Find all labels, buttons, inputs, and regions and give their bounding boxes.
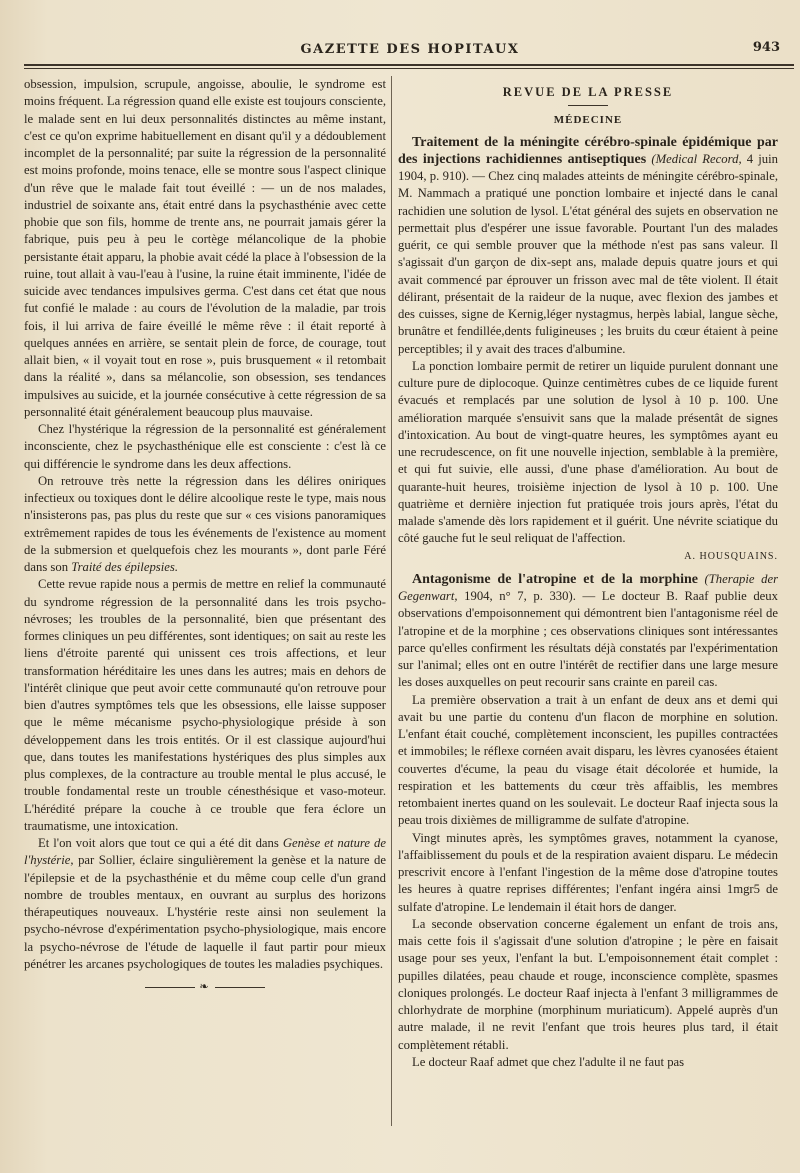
running-title: GAZETTE DES HOPITAUX bbox=[300, 42, 520, 57]
article-title: Traitement de la méningite cérébro-spinale épidémique par des injections rachidiennes antiseptiques bbox=[398, 134, 778, 167]
article-text: 4 juin 1904, p. 910). — Chez cinq malades atteints de méningite cérébro-spinale, M. Nammach a pratiqué une ponction lombaire et injecté dans le canal rachidien une solution de lysol. L'état général des sujets en observation ne permettait plus d'espérer une issue favorable. Pourtant l'un des malades guérit, ce qui semble prouver que la méthode n'est pas sans valeur. Il s'agissait d'un garçon de dix-sept ans, malade depuis quatre jours et qui avait commencé par éprouver un frisson avec mal de tête violent. Il était délirant, présentait de la raideur de la nuque, avec flexion des jambes et des cuisses, signe de Kernig,léger nystagmus, herpès labial, langue sèche, brunâtre et fendillée,dents fuligineuses ; les bruits du cœur étaient à peine perceptibles; il y avait des traces d'albumine. bbox=[398, 151, 778, 356]
article-source: (Therapie der Gegenwart, bbox=[398, 571, 778, 603]
paragraph-text: par Sollier, éclaire singulièrement la genèse et la nature de l'épilepsie et de la psychasthénie et du même coup celle d'un grand nombre de troubles mentaux, en ouvrant au surplus des horizons thérapeutiques nouveaux. L'hystérie reste ainsi non seulement la psycho-névrose d'expérimentation psycho-physiologique, mais encore la psycho-névrose de l'étude de laquelle il faut partir pour mieux pénétrer les arcanes psychologiques de toutes les maladies psychiques. bbox=[24, 853, 386, 971]
article-paragraph: La ponction lombaire permit de retirer un liquide purulent donnant une culture pure de diplocoque. Quinze centimètres cubes de ce liquide furent évacués et remplacés par une solution de lysol à 10 p. 100. Une amélioration marquée s'ensuivit sans que la malade présentât de signes d'intoxication. Au bout de vingt-quatre heures, les symptômes ayant eu une recrudescence, on fit une nouvelle injection, semblable à la première, et qui fut suivie, elle aussi, d'une phase d'amélioration. Au bout de quarante-huit heures, troisième injection de lysol à 10 p. 100. Une quatrième et dernière injection fut pratiquée trois jours après, l'état du malade s'amende dès lors rapidement et il guérit. Une névrite sciatique du côté gauche fut le seul reliquat de l'affection. bbox=[398, 358, 778, 546]
header-rule bbox=[24, 64, 794, 66]
paragraph: Chez l'hystérique la régression de la personnalité est généralement inconsciente, chez le psychasthénique elle est consciente : c'est là ce qui différencie le syndrome dans les deux affections. bbox=[24, 422, 386, 471]
paragraph: Cette revue rapide nous a permis de mettre en relief la communauté du syndrome régression de la personnalité dans les trois psycho-névroses; les troubles de la personnalité, bien que présentant des formes cliniques un peu différentes, sont identiques; on sait au reste les liens d'étroite parenté qui unissent ces trois affections, et leur transformation héréditaire les unes dans les autres; mais en dehors de l'intérêt clinique que peut avoir cette communauté qu'on retrouve pour bien d'autres symptômes tels que les obsessions, elle laisse supposer que le même mécanisme psycho-physiologique préside à son développement dans les trois entités. Or il est classique aujourd'hui que, dans toutes les manifestations hystériques des plus simples aux plus complexes, de la contracture au trouble mental le plus accusé, le trouble fondamental reste un trouble cénesthésique et vaso-moteur. L'hérédité prépare la couche à ce trouble que fera éclore un traumatisme, une intoxication. bbox=[24, 577, 386, 833]
paragraph-text: Et l'on voit alors que tout ce qui a été dit dans bbox=[38, 836, 279, 850]
page-number: 943 bbox=[752, 40, 780, 55]
article-paragraph bbox=[398, 134, 778, 358]
section-rule bbox=[568, 105, 608, 106]
article-paragraph: La seconde observation concerne également un enfant de trois ans, mais cette fois il s'agissait d'une solution d'atropine ; le père en faisait usage pour ses yeux, l'enfant la but. L'empoisonnement était complet : pupilles dilatées, peau chaude et rouge, inconscience complète, spasmes cloniques prolongés. Le docteur Raaf injecta à l'enfant 3 milligrammes de chlorhydrate de morphine (morphinum muriaticum). Appelé auprès d'un autre malade, il ne revit l'enfant que trois heures plus tard, il était complètement rétabli. bbox=[398, 916, 778, 1052]
left-column bbox=[24, 76, 386, 1136]
paragraph-text: On retrouve très nette la régression dans les délires oniriques infectieux ou toxiques dont le délire alcoolique reste le type, mais nous n'insisterons pas, pas plus du reste que sur « ces visions panoramiques extrêmement rapides de tous les événements de l'existence au moment de la submersion et quelquefois chez les mourants », dont parle Féré dans son bbox=[24, 473, 386, 574]
end-ornament: ❧ bbox=[24, 979, 386, 996]
article-source: (Medical Record, bbox=[651, 151, 742, 166]
paragraph bbox=[24, 835, 386, 973]
subsection-title: MÉDECINE bbox=[553, 114, 623, 127]
article-title: Antagonisme de l'atropine et de la morphine bbox=[412, 571, 698, 587]
column-divider bbox=[391, 76, 392, 1126]
article-signature: A. HOUSQUAINS. bbox=[684, 550, 778, 562]
section-title: REVUE DE LA PRESSE bbox=[502, 85, 674, 99]
header-rule-thin bbox=[24, 68, 794, 69]
paragraph bbox=[24, 473, 386, 577]
article-paragraph bbox=[398, 571, 778, 692]
article-paragraph: Vingt minutes après, les symptômes graves, notamment la cyanose, l'affaiblissement du pouls et de la respiration avaient disparu. Le médecin prescrivit encore à l'enfant l'ingestion de la même dose d'atropine toutes les heures à quatre reprises différentes; l'enfant ingéra ainsi 1mgr5 de sulfate d'atropine. Le lendemain il était hors de danger. bbox=[398, 830, 778, 914]
paragraph: obsession, impulsion, scrupule, angoisse, aboulie, le syndrome est moins fréquent. La régression quand elle existe est toujours consciente, le malade sent en lui deux personnalités distinctes au même instant, c'est ce qu'on exprime habituellement en disant qu'il y a dédoublement incomplet de la personnalité; par suite la régression de la personnalité est moins profonde, moins tenace, elle se montre sous l'aspect clinique d'un rêve que le malade fait tout éveillé : — un de nos malades, industriel de soixante ans, était entré dans la psychasthénie avec cette phobie que son fils, homme de trente ans, ne pourrait jamais gérer la fabrique, puis peu à peu le cortège mélancolique de la phobie persistante était apparu, la phobie avait cédé la place à l'obsession de la ruine, tout allait à vau-l'eau à l'usine, la ruine était imminente, l'idée de suicide avec tendances impulsives germa. C'est dans cet état que nous fut confié le malade : au cours de l'évolution de la maladie, par trois fois, il lui arriva de faire éveillé le même rêve : il était reporté à quelques années en arrière, se sentait plein de force, de courage, tout allait bien, « il voyait tout en rose », puis brusquement « il retombait dans la réalité », dans sa mélancolie, son obsession, ses tendances impulsives au suicide, et la journée consécutive à cette régression de sa personnalité était généralement beaucoup plus mauvaise. bbox=[24, 77, 386, 419]
article-paragraph: La première observation a trait à un enfant de deux ans et demi qui avait bu une partie du contenu d'un flacon de morphine en solution. L'enfant était couché, complètement inconscient, les pupilles contractées et immobiles; le réflexe cornéen avait disparu, les lèvres cyanosées étaient couvertes d'écume, la peau du visage était décolorée et humide, la respiration et les battements du cœur très affaiblis, les membres retombaient inertes quand on les soulevait. Le docteur Raaf injecta sous la peau trois dixièmes de milligramme de sulfate d'atropine. bbox=[398, 692, 778, 828]
article-text: 1904, n° 7, p. 330). — Le docteur B. Raaf publie deux observations d'empoisonnement qui démontrent bien l'antagonisme réel de l'atropine et de la morphine ; ces observations cliniques sont intéressantes parce qu'elles confirment les résultats déjà constatés par l'expérimentation sur l'animal; elles ont en outre l'intérêt de rectifier dans une large mesure les doses auxquelles on peut recourir sans crainte en pareil cas. bbox=[398, 589, 778, 690]
article-paragraph: Le docteur Raaf admet que chez l'adulte il ne faut pas bbox=[412, 1054, 685, 1069]
page-header bbox=[40, 38, 780, 62]
right-column bbox=[398, 76, 778, 1136]
book-title: Genèse et nature de l'hystérie, bbox=[24, 836, 386, 868]
book-title: Traité des épilepsies. bbox=[71, 560, 179, 574]
